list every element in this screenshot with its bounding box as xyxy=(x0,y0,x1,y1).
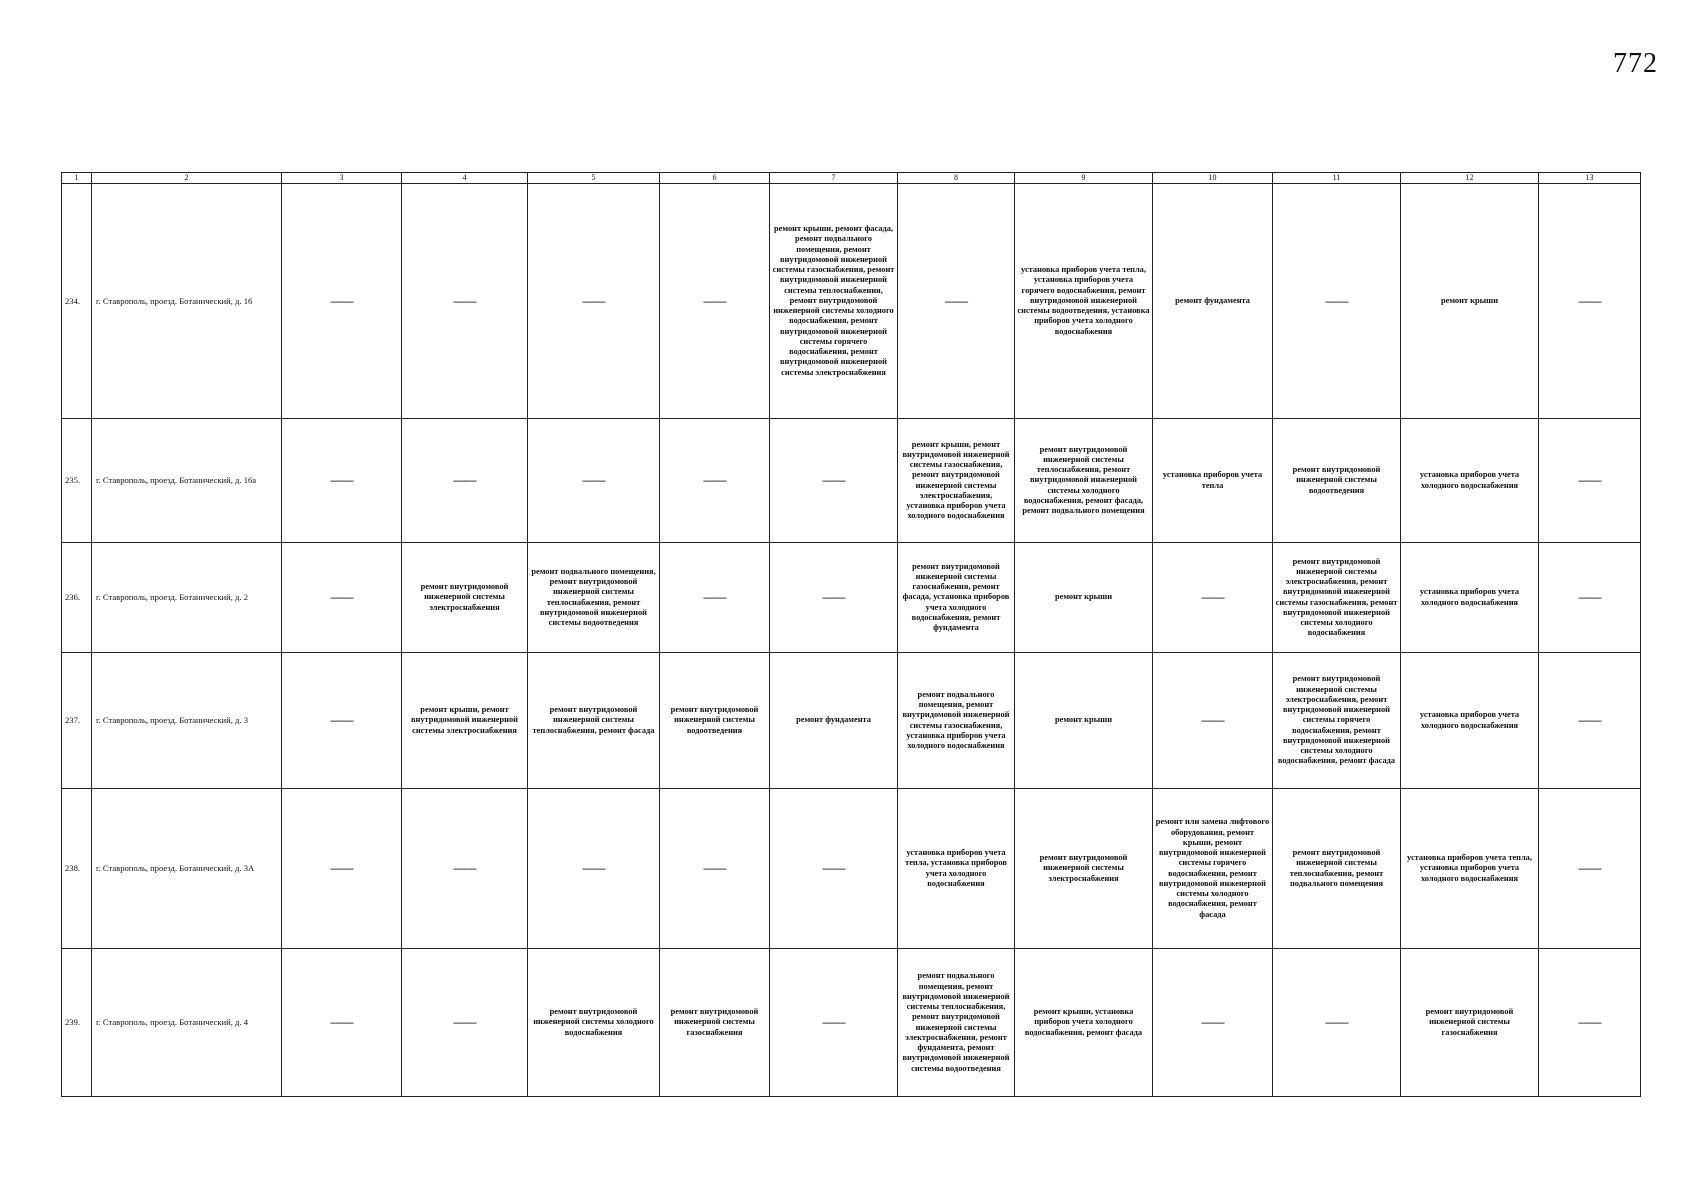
work-cell: —— xyxy=(770,949,898,1097)
work-cell: ремонт внутридомовой инженерной системы газоснабжения, ремонт фасада, установка приборов учета холодного водоснабжения, ремонт фундамента xyxy=(898,543,1015,653)
work-cell: —— xyxy=(528,184,660,419)
work-cell: —— xyxy=(898,184,1015,419)
table-row xyxy=(62,789,1641,949)
work-cell: —— xyxy=(1539,184,1641,419)
address-cell: г. Ставрополь, проезд. Ботанический, д. 2 xyxy=(92,543,282,653)
work-cell: —— xyxy=(770,543,898,653)
work-cell: ремонт внутридомовой инженерной системы газоснабжения xyxy=(660,949,770,1097)
column-header: 11 xyxy=(1273,173,1401,184)
work-cell: —— xyxy=(660,419,770,543)
work-cell: ремонт внутридомовой инженерной системы электроснабжения xyxy=(402,543,528,653)
row-number: 234. xyxy=(62,184,92,419)
work-cell: —— xyxy=(282,789,402,949)
work-cell: —— xyxy=(282,184,402,419)
work-cell: ремонт фундамента xyxy=(770,653,898,789)
column-header: 7 xyxy=(770,173,898,184)
work-cell: —— xyxy=(402,419,528,543)
work-cell: —— xyxy=(770,419,898,543)
work-cell: —— xyxy=(528,789,660,949)
work-cell: —— xyxy=(402,789,528,949)
column-header: 12 xyxy=(1401,173,1539,184)
work-cell: —— xyxy=(770,789,898,949)
address-cell: г. Ставрополь, проезд. Ботанический, д. 16а xyxy=(92,419,282,543)
work-cell: установка приборов учета холодного водоснабжения xyxy=(1401,543,1539,653)
work-cell: установка приборов учета холодного водоснабжения xyxy=(1401,419,1539,543)
table-row xyxy=(62,543,1641,653)
page-number: 772 xyxy=(1613,48,1658,79)
column-header: 13 xyxy=(1539,173,1641,184)
work-cell: ремонт подвального помещения, ремонт внутридомовой инженерной системы газоснабжения, установка приборов учета холодного водоснабжения xyxy=(898,653,1015,789)
work-cell: установка приборов учета тепла, установка приборов учета холодного водоснабжения xyxy=(898,789,1015,949)
column-header: 5 xyxy=(528,173,660,184)
work-cell: —— xyxy=(1539,419,1641,543)
work-cell: ремонт крыши xyxy=(1401,184,1539,419)
address-cell: г. Ставрополь, проезд. Ботанический, д. 4 xyxy=(92,949,282,1097)
work-cell: установка приборов учета тепла xyxy=(1153,419,1273,543)
work-cell: —— xyxy=(1153,949,1273,1097)
work-cell: установка приборов учета тепла, установка приборов учета горячего водоснабжения, ремонт внутридомовой инженерной системы водоотведения, установка приборов учета холодного водоснабжения xyxy=(1015,184,1153,419)
work-cell: —— xyxy=(660,543,770,653)
work-cell: ремонт или замена лифтового оборудования, ремонт крыши, ремонт внутридомовой инженерной системы горячего водоснабжения, ремонт внутридомовой инженерной системы холодного водоснабжения, ремонт фасада xyxy=(1153,789,1273,949)
work-cell: ремонт крыши xyxy=(1015,543,1153,653)
work-cell: ремонт подвального помещения, ремонт внутридомовой инженерной системы теплоснабжения, ремонт внутридомовой инженерной системы электроснабжения, ремонт фундамента, ремонт внутридомовой инженерной системы водоотведения xyxy=(898,949,1015,1097)
address-cell: г. Ставрополь, проезд. Ботанический, д. 3А xyxy=(92,789,282,949)
column-header: 2 xyxy=(92,173,282,184)
table-row xyxy=(62,949,1641,1097)
work-cell: ремонт крыши, ремонт фасада, ремонт подвального помещения, ремонт внутридомовой инженерной системы газоснабжения, ремонт внутридомовой инженерной системы теплоснабжения, ремонт внутридомовой инженерной системы холодного водоснабжения, ремонт внутридомовой инженерной системы горячего водоснабжения, ремонт внутридомовой инженерной системы электроснабжения xyxy=(770,184,898,419)
table-row xyxy=(62,184,1641,419)
work-cell: —— xyxy=(402,184,528,419)
row-number: 237. xyxy=(62,653,92,789)
work-cell: ремонт внутридомовой инженерной системы теплоснабжения, ремонт фасада xyxy=(528,653,660,789)
work-cell: —— xyxy=(402,949,528,1097)
work-cell: —— xyxy=(1273,184,1401,419)
table-row xyxy=(62,653,1641,789)
table-row xyxy=(62,419,1641,543)
column-header: 3 xyxy=(282,173,402,184)
work-cell: —— xyxy=(282,949,402,1097)
work-cell: —— xyxy=(1153,543,1273,653)
work-cell: ремонт внутридомовой инженерной системы электроснабжения, ремонт внутридомовой инженерной системы горячего водоснабжения, ремонт внутридомовой инженерной системы холодного водоснабжения, ремонт фасада xyxy=(1273,653,1401,789)
work-cell: ремонт крыши, установка приборов учета холодного водоснабжения, ремонт фасада xyxy=(1015,949,1153,1097)
work-cell: —— xyxy=(282,543,402,653)
work-cell: установка приборов учета холодного водоснабжения xyxy=(1401,653,1539,789)
work-cell: —— xyxy=(282,653,402,789)
row-number: 236. xyxy=(62,543,92,653)
work-cell: ремонт крыши, ремонт внутридомовой инженерной системы электроснабжения xyxy=(402,653,528,789)
work-cell: —— xyxy=(282,419,402,543)
work-cell: —— xyxy=(1539,653,1641,789)
column-header: 6 xyxy=(660,173,770,184)
work-cell: —— xyxy=(528,419,660,543)
work-cell: —— xyxy=(1539,543,1641,653)
work-cell: ремонт внутридомовой инженерной системы теплоснабжения, ремонт подвального помещения xyxy=(1273,789,1401,949)
work-cell: ремонт внутридомовой инженерной системы водоотведения xyxy=(1273,419,1401,543)
work-cell: ремонт внутридомовой инженерной системы водоотведения xyxy=(660,653,770,789)
work-cell: ремонт подвального помещения, ремонт внутридомовой инженерной системы теплоснабжения, ремонт внутридомовой инженерной системы водоотведения xyxy=(528,543,660,653)
work-cell: ремонт фундамента xyxy=(1153,184,1273,419)
address-cell: г. Ставрополь, проезд. Ботанический, д. 3 xyxy=(92,653,282,789)
work-cell: —— xyxy=(660,789,770,949)
column-header: 8 xyxy=(898,173,1015,184)
address-cell: г. Ставрополь, проезд. Ботанический, д. 16 xyxy=(92,184,282,419)
work-cell: установка приборов учета тепла, установка приборов учета холодного водоснабжения xyxy=(1401,789,1539,949)
work-cell: ремонт внутридомовой инженерной системы газоснабжения xyxy=(1401,949,1539,1097)
work-cell: ремонт внутридомовой инженерной системы теплоснабжения, ремонт внутридомовой инженерной системы холодного водоснабжения, ремонт фасада, ремонт подвального помещения xyxy=(1015,419,1153,543)
work-cell: ремонт внутридомовой инженерной системы холодного водоснабжения xyxy=(528,949,660,1097)
column-header: 9 xyxy=(1015,173,1153,184)
work-cell: ремонт внутридомовой инженерной системы электроснабжения xyxy=(1015,789,1153,949)
column-number-row xyxy=(62,173,1641,184)
work-cell: —— xyxy=(1539,949,1641,1097)
work-cell: —— xyxy=(660,184,770,419)
work-cell: —— xyxy=(1153,653,1273,789)
column-header: 1 xyxy=(62,173,92,184)
row-number: 238. xyxy=(62,789,92,949)
column-header: 10 xyxy=(1153,173,1273,184)
work-cell: ремонт крыши xyxy=(1015,653,1153,789)
work-cell: —— xyxy=(1539,789,1641,949)
work-cell: ремонт внутридомовой инженерной системы электроснабжения, ремонт внутридомовой инженерной системы газоснабжения, ремонт внутридомовой инженерной системы холодного водоснабжения xyxy=(1273,543,1401,653)
repair-plan-table xyxy=(61,172,1641,1097)
column-header: 4 xyxy=(402,173,528,184)
work-cell: —— xyxy=(1273,949,1401,1097)
row-number: 235. xyxy=(62,419,92,543)
work-cell: ремонт крыши, ремонт внутридомовой инженерной системы газоснабжения, ремонт внутридомовой инженерной системы электроснабжения, установка приборов учета холодного водоснабжения xyxy=(898,419,1015,543)
row-number: 239. xyxy=(62,949,92,1097)
